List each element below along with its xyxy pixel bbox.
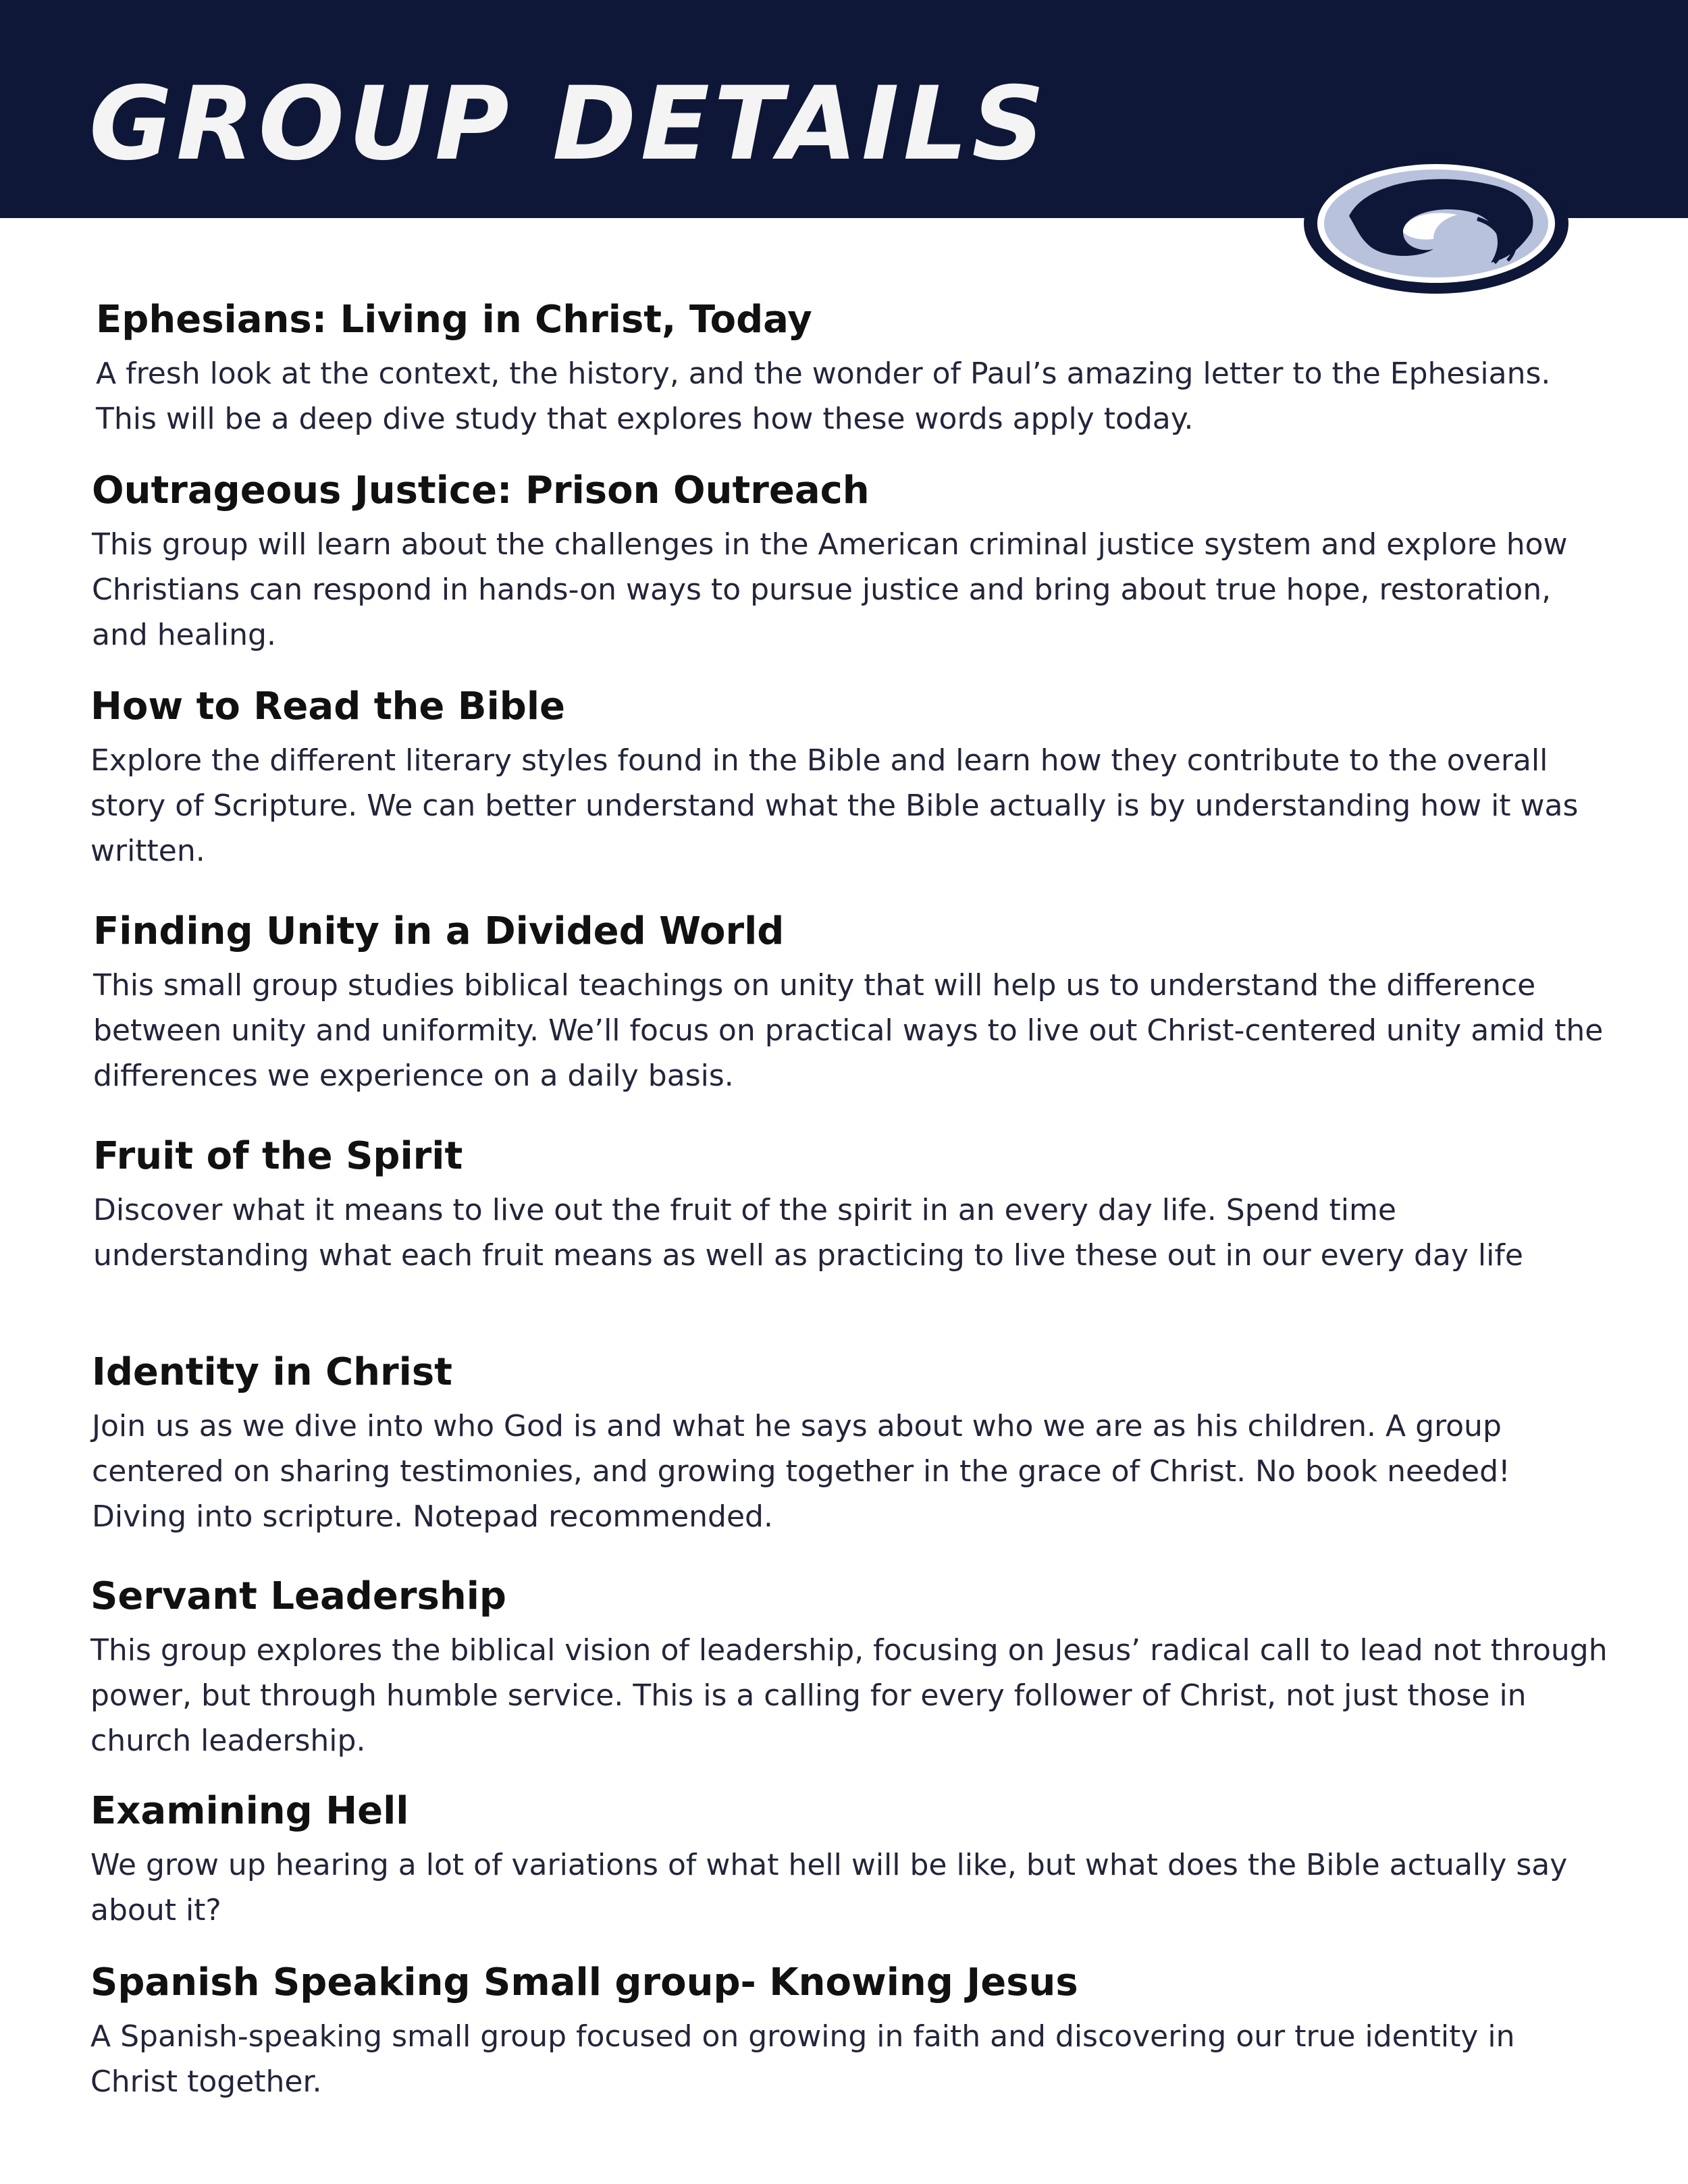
section-title: Examining Hell [90,1789,409,1833]
section-title: Fruit of the Spirit [93,1134,463,1178]
section-description: A fresh look at the context, the history, and the wonder of Paul’s amazing letter to the Ephesians. This will be a deep dive study that explores how these words apply today. [96,356,1551,436]
section-description: This small group studies biblical teachings on unity that will help us to understand the difference between unity and uniformity. We’ll focus on practical ways to live out Christ-centered unity amid the differences we experience on a daily basis. [93,968,1604,1093]
section-title: Outrageous Justice: Prison Outreach [92,469,870,512]
section-description: Join us as we dive into who God is and what he says about who we are as his children. A group centered on sharing testimonies, and growing together in the grace of Christ. No book needed! Diving into scripture. Notepad recommended. [92,1409,1510,1534]
group-outrageous-justice [92,467,1611,658]
group-examining-hell [90,1787,1610,1933]
section-title: Finding Unity in a Divided World [93,909,785,953]
section-title: Identity in Christ [92,1350,452,1394]
section-description: Discover what it means to live out the fruit of the spirit in an every day life. Spend time understanding what each fruit means as well as practicing to live these out in our every day life [93,1193,1523,1273]
section-title: How to Read the Bible [90,685,566,728]
section-description: We grow up hearing a lot of variations of what hell will be like, but what does the Bible actually say about it? [90,1848,1568,1927]
section-title: Servant Leadership [90,1574,506,1618]
section-title: Spanish Speaking Small group- Knowing Jesus [90,1961,1078,2004]
group-ephesians [96,296,1615,442]
section-title: Ephesians: Living in Christ, Today [96,298,812,342]
group-finding-unity [93,907,1612,1098]
wave-logo-icon [1302,151,1571,296]
section-description: Explore the different literary styles found in the Bible and learn how they contribute to the overall story of Scripture. We can better understand what the Bible actually is by understanding how it was written. [90,743,1579,868]
group-identity-in-christ [92,1348,1611,1539]
section-description: This group will learn about the challenges in the American criminal justice system and explore how Christians can respond in hands-on ways to pursue justice and bring about true hope, restoration, and healing. [92,527,1568,652]
group-fruit-of-the-spirit [93,1132,1612,1278]
group-spanish-speaking [90,1959,1610,2104]
section-description: A Spanish-speaking small group focused on growing in faith and discovering our true identity in Christ together. [90,2019,1515,2099]
group-servant-leadership [90,1572,1610,1763]
group-how-to-read-the-bible [90,683,1610,874]
page-title: GROUP DETAILS [89,65,1049,183]
section-description: This group explores the biblical vision of leadership, focusing on Jesus’ radical call to lead not through power, but through humble service. This is a calling for every follower of Christ, not just those in church leadership. [90,1633,1608,1758]
